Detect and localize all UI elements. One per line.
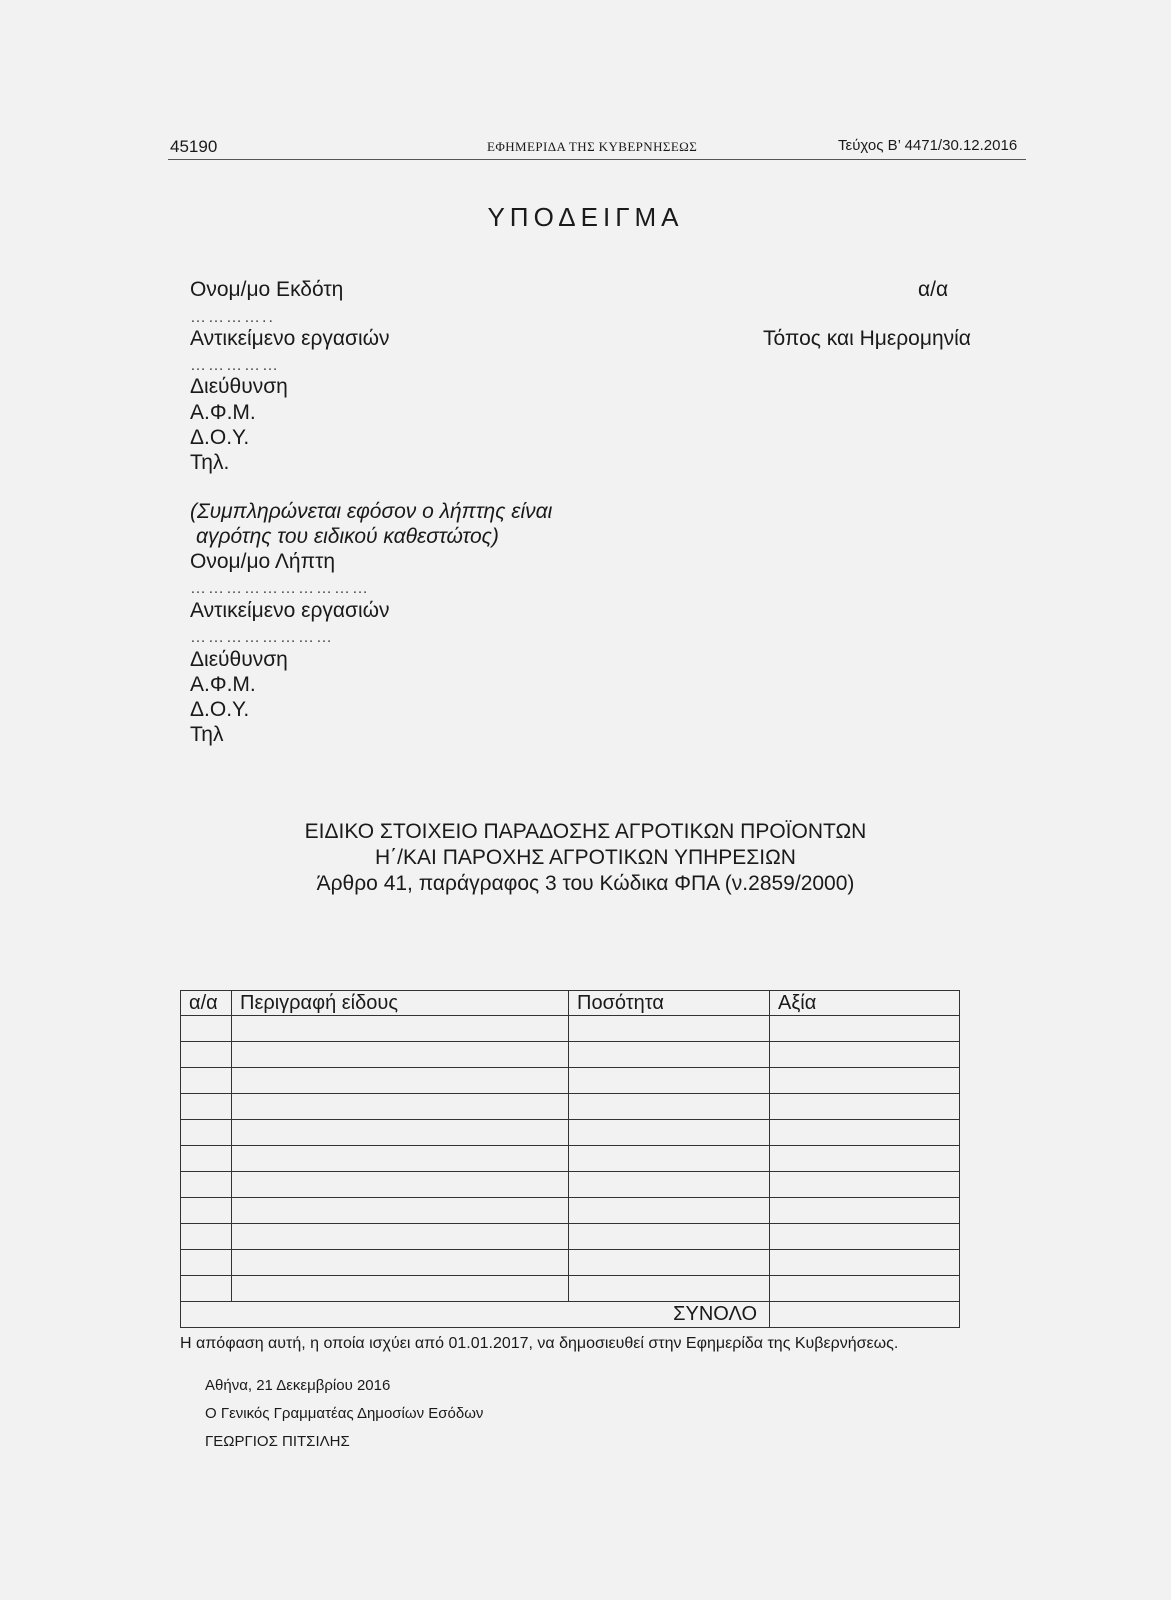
table-row [181, 1172, 960, 1198]
signer-title: Ο Γενικός Γραμματέας Δημοσίων Εσόδων [205, 1405, 484, 1422]
form-heading-line1: ΕΙΔΙΚΟ ΣΤΟΙΧΕΙΟ ΠΑΡΑΔΟΣΗΣ ΑΓΡΟΤΙΚΩΝ ΠΡΟΪΟΝΤΩΝ [304, 820, 867, 843]
table-row [181, 1146, 960, 1172]
table-cell [181, 1068, 232, 1094]
table-cell [569, 1172, 770, 1198]
issuer-name-dots: ………….. [190, 309, 275, 326]
table-cell [181, 1198, 232, 1224]
header-divider [168, 159, 1026, 160]
recipient-doy-label: Δ.Ο.Υ. [190, 698, 250, 721]
table-cell [181, 1146, 232, 1172]
table-row [181, 1094, 960, 1120]
serial-label: α/α [918, 278, 949, 301]
table-cell [569, 1068, 770, 1094]
issuer-doy-label: Δ.Ο.Υ. [190, 426, 250, 449]
recipient-afm-label: Α.Φ.Μ. [190, 673, 256, 696]
table-cell [770, 1120, 960, 1146]
table-cell [569, 1016, 770, 1042]
table-cell [232, 1276, 569, 1302]
table-row [181, 1120, 960, 1146]
recipient-name-label: Ονομ/μο Λήπτη [190, 550, 336, 573]
signing-place-date: Αθήνα, 21 Δεκεμβρίου 2016 [205, 1377, 391, 1394]
table-cell [232, 1146, 569, 1172]
table-row [181, 1042, 960, 1068]
table-cell [770, 1068, 960, 1094]
issuer-address-label: Διεύθυνση [190, 375, 288, 398]
table-cell [232, 1120, 569, 1146]
table-row [181, 1198, 960, 1224]
col-serial-header: α/α [181, 991, 232, 1016]
table-cell [232, 1094, 569, 1120]
table-row [181, 1068, 960, 1094]
table-cell [181, 1224, 232, 1250]
issuer-name-label: Ονομ/μο Εκδότη [190, 278, 344, 301]
table-row [181, 1250, 960, 1276]
page-number: 45190 [170, 137, 218, 156]
table-cell [181, 1042, 232, 1068]
table-row [181, 1224, 960, 1250]
total-label: ΣΥΝΟΛΟ [181, 1302, 770, 1328]
table-cell [232, 1042, 569, 1068]
table-cell [770, 1276, 960, 1302]
table-cell [181, 1276, 232, 1302]
issuer-phone-label: Τηλ. [190, 451, 230, 474]
table-cell [770, 1198, 960, 1224]
table-cell [181, 1094, 232, 1120]
col-quantity-header: Ποσότητα [569, 991, 770, 1016]
col-value-header: Αξία [770, 991, 960, 1016]
recipient-activity-dots: …………………… [190, 629, 334, 646]
table-cell [569, 1224, 770, 1250]
place-date-label: Τόπος και Ημερομηνία [763, 327, 971, 350]
form-heading-line3: Άρθρο 41, παράγραφος 3 του Κώδικα ΦΠΑ (ν.2859/2000) [316, 872, 855, 895]
table-cell [770, 1094, 960, 1120]
table-cell [569, 1250, 770, 1276]
table-cell [770, 1146, 960, 1172]
issuer-activity-dots: …………… [190, 357, 280, 374]
table-cell [232, 1198, 569, 1224]
table-row [181, 1276, 960, 1302]
recipient-note-line1: (Συμπληρώνεται εφόσον ο λήπτης είναι [190, 500, 553, 523]
table-cell [569, 1146, 770, 1172]
issue-reference: Τεύχος Β’ 4471/30.12.2016 [838, 137, 1018, 154]
table-total-row [181, 1302, 960, 1328]
table-cell [770, 1016, 960, 1042]
table-cell [181, 1016, 232, 1042]
table-cell [232, 1224, 569, 1250]
form-heading-line2: Η΄/ΚΑΙ ΠΑΡΟΧΗΣ ΑΓΡΟΤΙΚΩΝ ΥΠΗΡΕΣΙΩΝ [375, 846, 796, 869]
decision-note: Η απόφαση αυτή, η οποία ισχύει από 01.01.2017, να δημοσιευθεί στην Εφημερίδα της Κυβερνήσεως. [180, 1335, 899, 1352]
recipient-note-line2: αγρότης του ειδικού καθεστώτος) [196, 525, 499, 548]
table-cell [569, 1094, 770, 1120]
table-cell [181, 1120, 232, 1146]
table-cell [770, 1224, 960, 1250]
table-cell [181, 1250, 232, 1276]
issuer-activity-label: Αντικείμενο εργασιών [190, 327, 390, 350]
table-cell [569, 1120, 770, 1146]
table-cell [569, 1198, 770, 1224]
table-cell [232, 1172, 569, 1198]
issuer-afm-label: Α.Φ.Μ. [190, 401, 256, 424]
table-cell [232, 1016, 569, 1042]
table-header-row [181, 991, 960, 1016]
recipient-name-dots: ………………………… [190, 580, 370, 597]
table-cell [181, 1172, 232, 1198]
items-table [180, 990, 960, 1328]
table-cell [770, 1250, 960, 1276]
recipient-activity-label: Αντικείμενο εργασιών [190, 599, 390, 622]
table-cell [770, 1042, 960, 1068]
recipient-address-label: Διεύθυνση [190, 648, 288, 671]
total-value-cell [770, 1302, 960, 1328]
recipient-phone-label: Τηλ [190, 723, 224, 746]
gazette-title: ΕΦΗΜΕΡΙΔΑ ΤΗΣ ΚΥΒΕΡΝΗΣΕΩΣ [487, 139, 698, 154]
table-cell [232, 1068, 569, 1094]
table-cell [770, 1172, 960, 1198]
document-title: ΥΠΟΔΕΙΓΜΑ [487, 202, 684, 232]
col-description-header: Περιγραφή είδους [232, 991, 569, 1016]
signer-name: ΓΕΩΡΓΙΟΣ ΠΙΤΣΙΛΗΣ [205, 1433, 350, 1450]
table-cell [569, 1042, 770, 1068]
table-row [181, 1016, 960, 1042]
table-cell [232, 1250, 569, 1276]
table-cell [569, 1276, 770, 1302]
